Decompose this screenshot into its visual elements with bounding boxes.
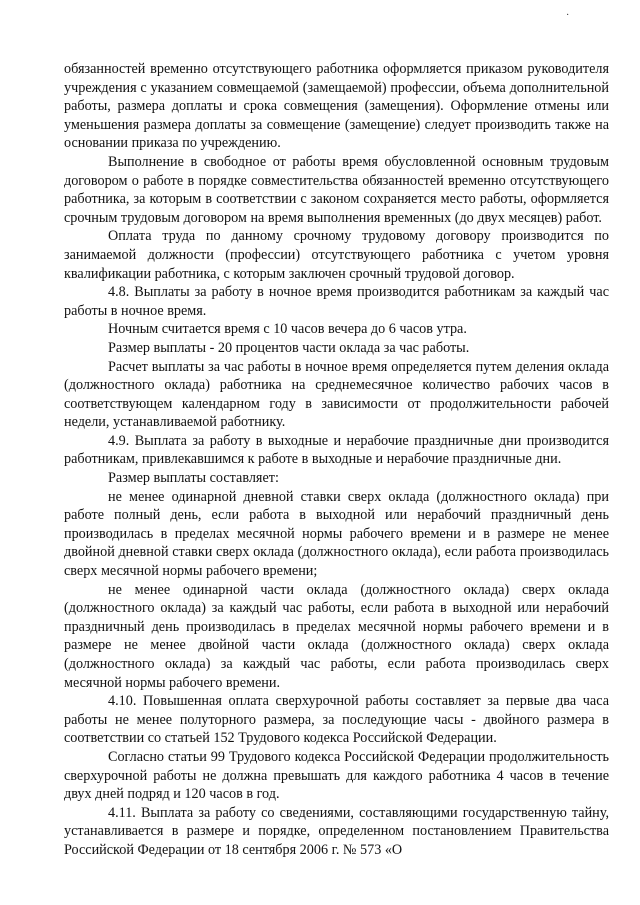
paragraph-night-rate: Размер выплаты - 20 процентов части оклада за час работы. (108, 339, 470, 356)
paragraph-4-10-overtime: 4.10. Повышенная оплата сверхурочной работы составляет за первые два часа работы не менее полуторного размера, за последующие часы - двойного размера в соответствии со статьей 152 Трудового кодекса Российской Федерации. (64, 693, 609, 747)
page-mark: · (566, 10, 570, 21)
paragraph-article-99: Согласно статьи 99 Трудового кодекса Российской Федерации продолжительность сверхурочной работы не должна превышать для каждого работника 4 часов в течение двух дней подряд и 120 часов в год. (64, 748, 609, 803)
paragraph-full-day-rate: не менее одинарной дневной ставки сверх оклада (должностного оклада) при работе полный день, если работа в выходной или нерабочий праздничный день производилась в пределах месячной нормы рабочего времени и в размере не менее двойной дневной ставки сверх оклада (должностного оклада), если работа производилась сверх месячной нормы рабочего времени; (64, 488, 609, 580)
paragraph-4-9-holiday-work: 4.9. Выплата за работу в выходные и нерабочие праздничные дни производится работникам, привлекавшимся к работе в выходные и нерабочие праздничные дни. (64, 432, 609, 468)
paragraph-night-calculation: Расчет выплаты за час работы в ночное время определяется путем деления оклада (должностного оклада) работника на среднемесячное количество рабочих часов в соответствующем календарном году в зависимости от продолжительности рабочей недели, устанавливаемой работнику. (64, 358, 609, 431)
paragraph-payment-size: Размер выплаты составляет: (108, 470, 279, 487)
paragraph-fixed-term-pay: Оплата труда по данному срочному трудовому договору производится по занимаемой должности (профессии) отсутствующего работника с учетом уровня квалификации работника, с которым заключен срочный трудовой договор. (64, 228, 609, 282)
document-body (64, 60, 609, 860)
paragraph-4-8-night-work: 4.8. Выплаты за работу в ночное время производится работникам за каждый час работы в ночное время. (64, 284, 609, 319)
paragraph-combination-work: Выполнение в свободное от работы время обусловленной основным трудовым договором о работе в порядке совместительства обязанностей временно отсутствующего работника, за которым в соответствии с законом сохраняется место работы, оформляется срочным трудовым договором на время выполнения временных (до двух месяцев) работ. (64, 153, 609, 226)
paragraph-continuation: обязанностей временно отсутствующего работника оформляется приказом руководителя учреждения с указанием совмещаемой (замещаемой) профессии, объема дополнительной работы, размера доплаты и срока совмещения (замещения). Оформление отмены или уменьшения размера доплаты за совмещение (замещение) следует производить также на основании приказа по учреждению. (64, 61, 609, 152)
paragraph-hourly-rate: не менее одинарной части оклада (должностного оклада) сверх оклада (должностного оклада) за каждый час работы, если работа в выходной или нерабочий праздничный день производилась в пределах месячной нормы рабочего времени и в размере не менее двойной части оклада (должностного оклада) сверх оклада (должностного оклада) за каждый час работы, если работа производилась сверх месячной нормы рабочего времени. (64, 581, 609, 691)
paragraph-night-time-definition: Ночным считается время с 10 часов вечера до 6 часов утра. (108, 321, 467, 338)
paragraph-4-11-state-secret: 4.11. Выплата за работу со сведениями, составляющими государственную тайну, устанавливается в размере и порядке, определенном постановлением Правительства Российской Федерации от 18 сентября 2006 г. № 573 «О (64, 804, 609, 858)
